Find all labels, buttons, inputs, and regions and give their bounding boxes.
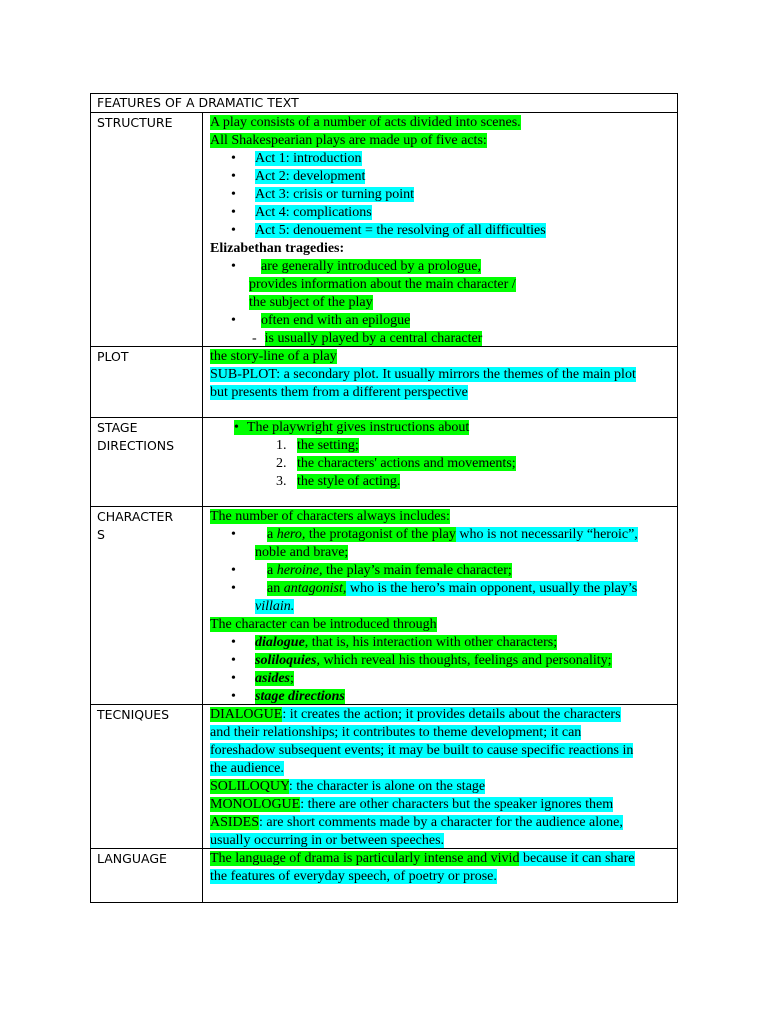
language-row: LANGUAGE The language of drama is particularly intense and vivid because it can share the features of everyday speech, of poetry or prose. xyxy=(91,849,677,902)
stage-item: the style of acting. xyxy=(297,474,401,489)
characters-row: CHARACTER S The number of characters always includes: • a hero, the protagonist of the play who is not necessarily “heroic”, noble and brave; • a heroine, the play’s main female character; • an antagonist, who is the hero’s main opponent, usually the play’s villain. The character can be introduced through • dialogue, that is, his interaction with other characters; • soliloquies, which reveal his thoughts, feelings and personality; • asides; • stage directions xyxy=(91,507,677,705)
eliz-item: are generally introduced by a prologue, xyxy=(261,259,482,274)
structure-line-2: All Shakespearian plays are made up of five acts: xyxy=(210,133,487,148)
act-item: Act 4: complications xyxy=(255,205,372,220)
title-row xyxy=(91,94,677,113)
features-table xyxy=(90,93,678,903)
characters-through: The character can be introduced through xyxy=(210,617,437,632)
stage-item: the characters' actions and movements; xyxy=(297,456,516,471)
structure-line-1: A play consists of a number of acts divided into scenes. xyxy=(210,115,521,130)
table-title: FEATURES OF A DRAMATIC TEXT xyxy=(97,95,299,110)
eliz-item: provides information about the main character / xyxy=(249,277,516,292)
plot-row xyxy=(91,347,677,418)
characters-label: CHARACTER S xyxy=(91,507,203,704)
eliz-item: often end with an epilogue xyxy=(261,313,411,328)
plot-line-2: SUB-PLOT: a secondary plot. It usually mirrors the themes of the main plot xyxy=(210,367,636,382)
act-item: Act 2: development xyxy=(255,169,366,184)
structure-row xyxy=(91,113,677,347)
plot-line-3: but presents them from a different perspective xyxy=(210,385,468,400)
act-item: Act 3: crisis or turning point xyxy=(255,187,415,202)
plot-line-1: the story-line of a play xyxy=(210,349,337,364)
characters-intro: The number of characters always includes: xyxy=(210,509,450,524)
plot-label: PLOT xyxy=(91,347,203,417)
language-label: LANGUAGE xyxy=(91,849,203,902)
stage-directions-label: STAGE DIRECTIONS xyxy=(91,418,203,506)
eliz-item: the subject of the play xyxy=(249,295,373,310)
structure-content: A play consists of a number of acts divided into scenes. All Shakespearian plays are made up of five acts: • Act 1: introduction • Act 2: development • Act 3: crisis or turning point • Act 4: complications • Act 5: denouement = the resolving of all difficulties Elizabethan tragedies: • are generally introduced by a prologue, provides information about the main character / the subject of the play • often end with an epilogue - is usually played by a central character xyxy=(204,113,677,346)
techniques-row: TECNIQUES DIALOGUE: it creates the action; it provides details about the characters and their relationships; it contributes to theme development; it can foreshadow subsequent events; it may be built to cause specific reactions in the audience. SOLILOQUY: the character is alone on the stage MONOLOGUE: there are other characters but the speaker ignores them ASIDES: are short comments made by a character for the audience alone, usually occurring in or between speeches. xyxy=(91,705,677,849)
techniques-label: TECNIQUES xyxy=(91,705,203,848)
stage-item: the setting; xyxy=(297,438,359,453)
act-item: Act 1: introduction xyxy=(255,151,362,166)
structure-label: STRUCTURE xyxy=(91,113,203,346)
eliz-item: is usually played by a central character xyxy=(264,331,483,346)
stage-intro: The playwright gives instructions about xyxy=(246,420,470,435)
stage-directions-row: STAGE DIRECTIONS • The playwright gives instructions about 1. the setting; 2. the characters' actions and movements; 3. the style of acting. xyxy=(91,418,677,507)
hero-line: who is not necessarily “heroic”, xyxy=(455,527,638,542)
elizabethan-heading: Elizabethan tragedies: xyxy=(210,241,345,256)
act-item: Act 5: denouement = the resolving of all difficulties xyxy=(255,223,546,238)
